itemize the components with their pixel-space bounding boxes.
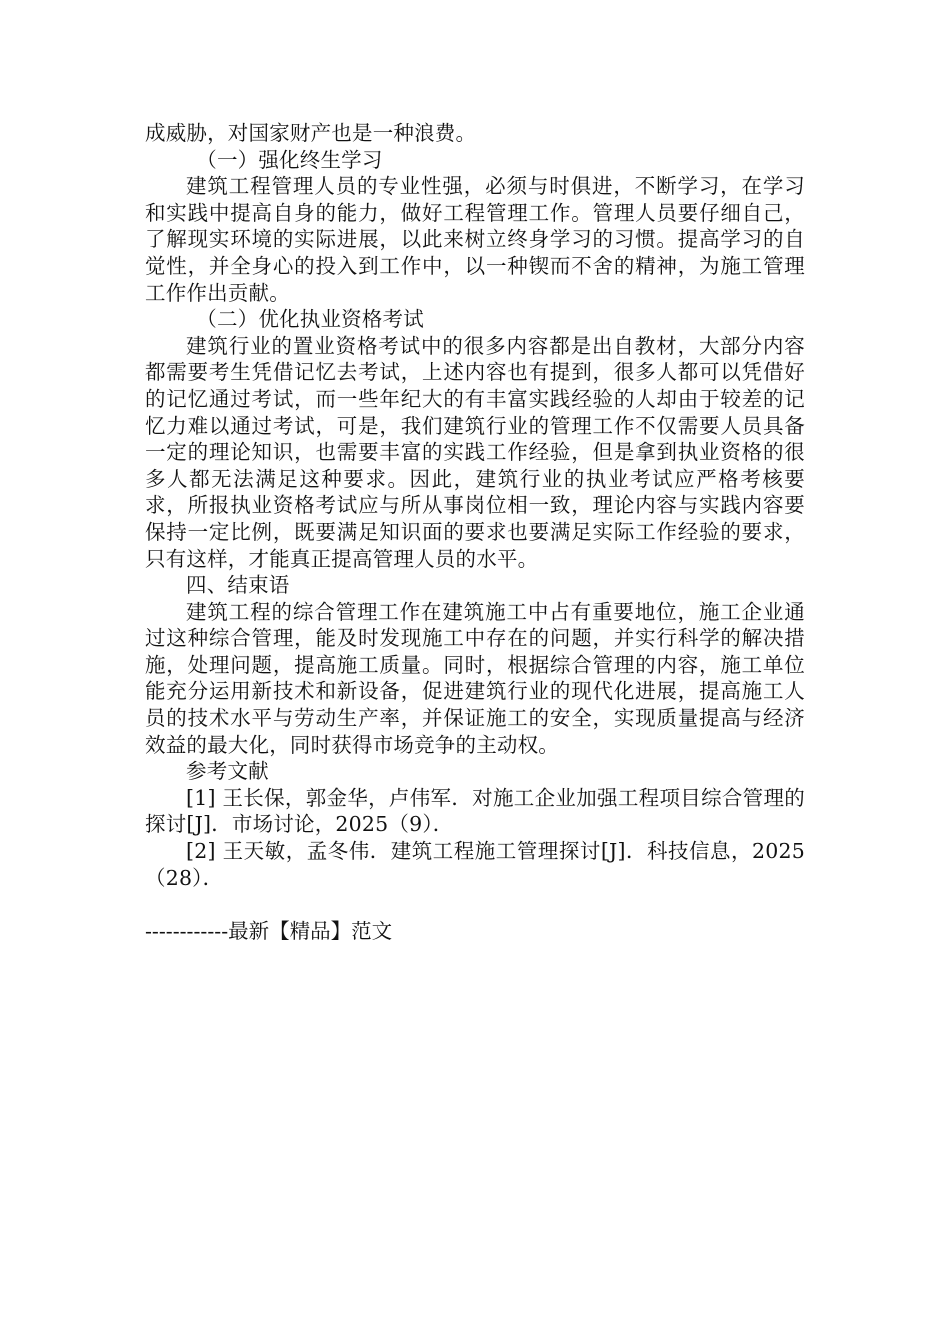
section-paragraph-qualification-exam: 建筑行业的置业资格考试中的很多内容都是出自教材，大部分内容都需要考生凭借记忆去考试，上述内容也有提到，很多人都可以凭借好的记忆通过考试，而一些年纪大的有丰富实践经验的人却由于较差的记忆力难以通过考试，可是，我们建筑行业的管理工作不仅需要人员具备一定的理论知识，也需要丰富的实践工作经验，但是拿到执业资格的很多人都无法满足这种要求。因此，建筑行业的执业考试应严格考核要求，所报执业资格考试应与所从事岗位相一致，理论内容与实践内容要保持一定比例，既要满足知识面的要求也要满足实际工作经验的要求，只有这样，才能真正提高管理人员的水平。 — [145, 333, 805, 571]
section-heading-qualification-exam: （二）优化执业资格考试 — [196, 307, 424, 332]
section-heading-lifelong-learning: （一）强化终生学习 — [196, 147, 383, 172]
references-heading: 参考文献 — [186, 759, 269, 784]
section-paragraph-lifelong-learning: 建筑工程管理人员的专业性强，必须与时俱进，不断学习，在学习和实践中提高自身的能力，做好工程管理工作。管理人员要仔细自己，了解现实环境的实际进展，以此来树立终身学习的习惯。提高学习的自觉性，并全身心的投入到工作中，以一种锲而不舍的精神，为施工管理工作作出贡献。 — [145, 174, 805, 305]
section-paragraph-conclusion: 建筑工程的综合管理工作在建筑施工中占有重要地位，施工企业通过这种综合管理，能及时发现施工中存在的问题，并实行科学的解决措施，处理问题，提高施工质量。同时，根据综合管理的内容，施工单位能充分运用新技术和新设备，促进建筑行业的现代化进展，提高施工人员的技术水平与劳动生产率，并保证施工的安全，实现质量提高与经济效益的最大化，同时获得市场竞争的主动权。 — [145, 599, 805, 757]
reference-item: [2] 王天敏，孟冬伟．建筑工程施工管理探讨[J]．科技信息，2025（28）． — [145, 839, 805, 890]
section-heading-conclusion: 四、结束语 — [186, 573, 290, 598]
document-body — [145, 120, 805, 891]
continuation-paragraph: 成威胁，对国家财产也是一种浪费。 — [145, 121, 477, 145]
reference-item: [1] 王长保，郭金华，卢伟军．对施工企业加强工程项目综合管理的探讨[J]．市场讨论，2025（9）． — [145, 785, 805, 837]
references-list — [145, 785, 805, 891]
footer-banner: ------------最新【精品】范文 — [145, 919, 393, 943]
